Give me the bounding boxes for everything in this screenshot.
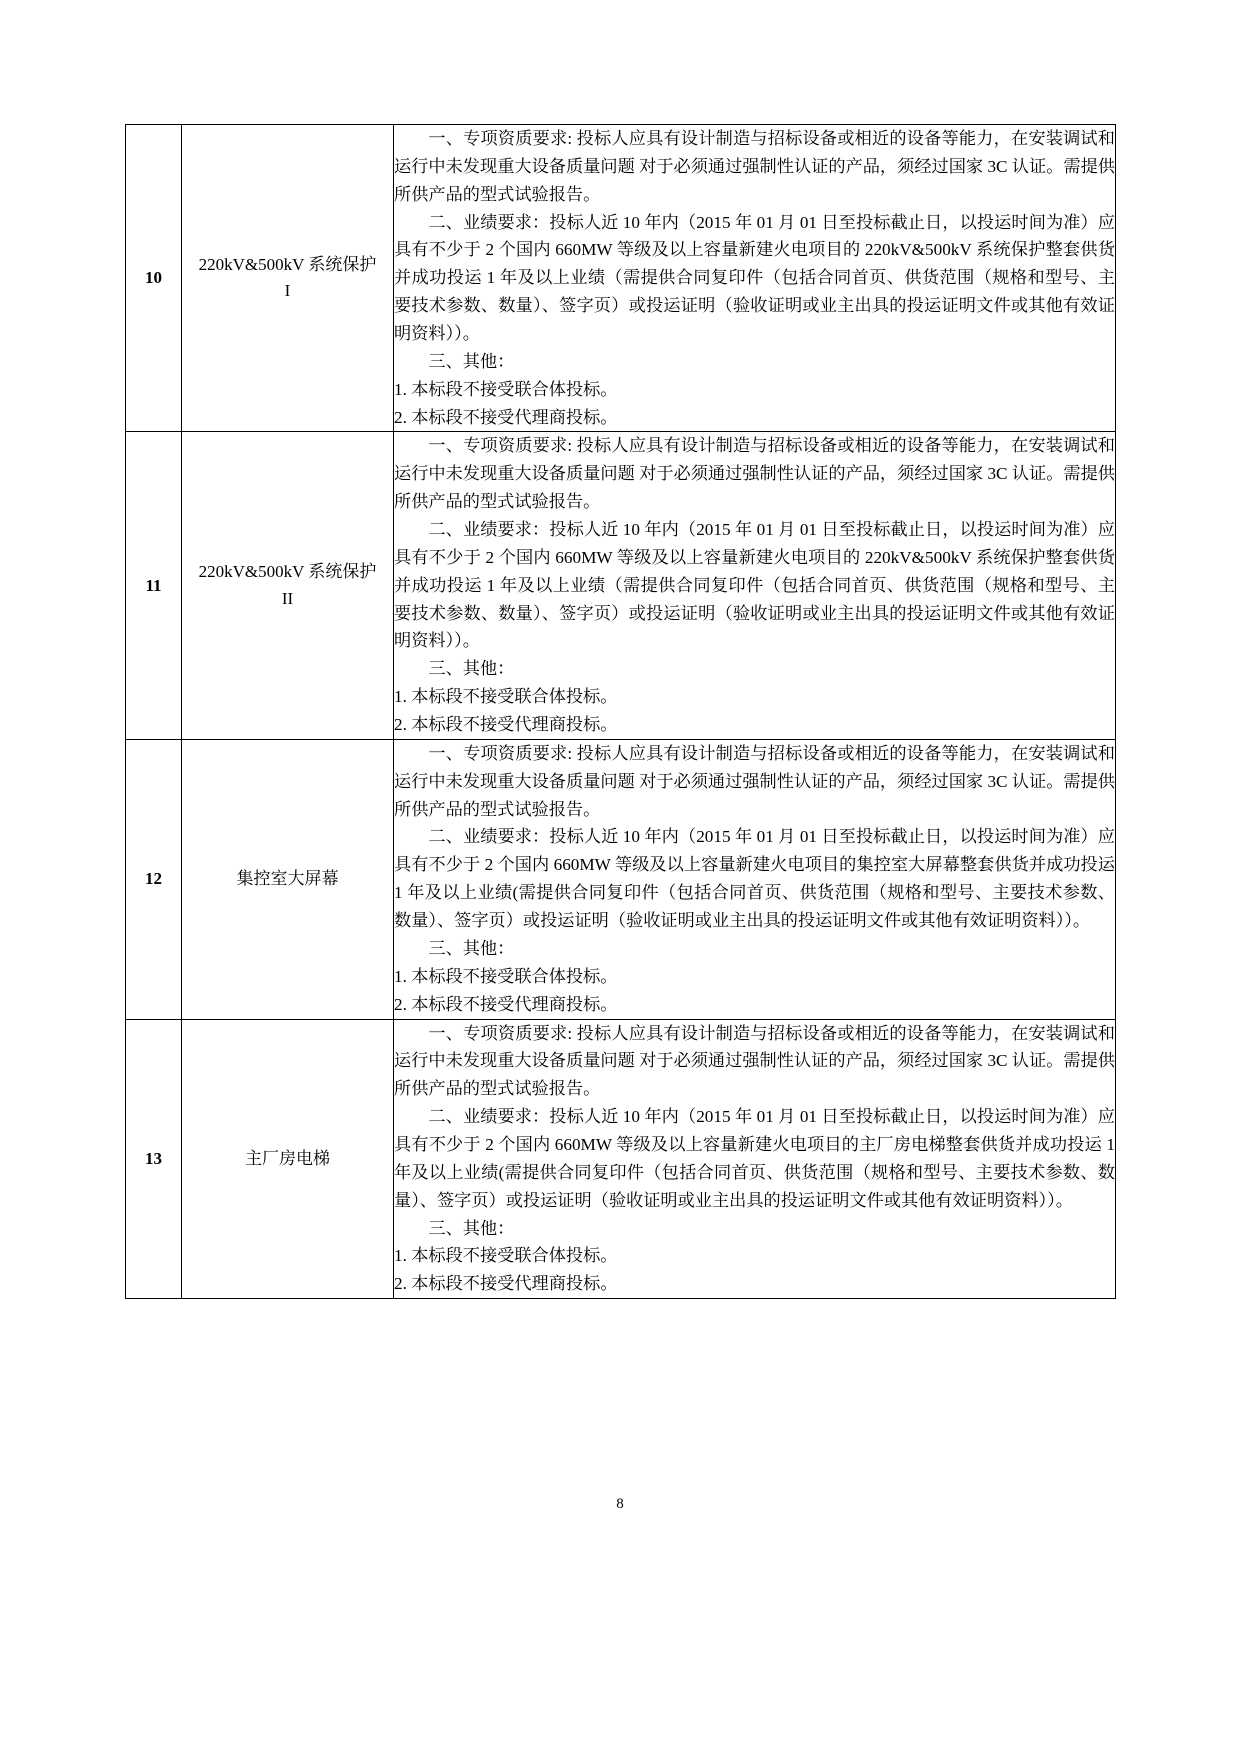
requirement-item-1: 1. 本标段不接受联合体投标。: [394, 379, 618, 399]
requirement-paragraph-other: 三、其他：: [428, 351, 515, 371]
row-number: 13: [126, 1019, 182, 1299]
package-name-line1: 220kV&500kV 系统保护: [198, 562, 377, 582]
requirement-item-1: 1. 本标段不接受联合体投标。: [394, 687, 618, 707]
requirement-paragraph-other: 三、其他：: [428, 1218, 515, 1238]
package-name-line2: I: [284, 281, 291, 301]
row-number: 11: [126, 432, 182, 739]
row-number: 10: [126, 125, 182, 432]
package-name-line1: 220kV&500kV 系统保护: [198, 254, 377, 274]
qualification-requirements-table: [125, 124, 1116, 1299]
requirement-item-1: 1. 本标段不接受联合体投标。: [394, 1246, 618, 1266]
requirement-item-2: 2. 本标段不接受代理商投标。: [394, 715, 618, 735]
requirement-item-2: 2. 本标段不接受代理商投标。: [394, 994, 618, 1014]
package-name-line2: II: [281, 588, 294, 608]
package-name-line1: 主厂房电梯: [245, 1148, 330, 1168]
requirement-paragraph-qualification: 一、专项资质要求: 投标人应具有设计制造与招标设备或相近的设备等能力，在安装调试和运行中未发现重大设备质量问题 对于必须通过强制性认证的产品，须经过国家 3C 认证。需提供所供产品的型式试验报告。: [394, 1023, 1115, 1099]
row-package-name: [182, 125, 394, 432]
table-row: [126, 739, 1116, 1019]
row-number: 12: [126, 739, 182, 1019]
row-requirements: [394, 1019, 1116, 1299]
requirement-paragraph-performance: 二、业绩要求：投标人近 10 年内（2015 年 01 月 01 日至投标截止日，以投运时间为准）应具有不少于 2 个国内 660MW 等级及以上容量新建火电项目的 220kV&500kV 系统保护整套供货并成功投运 1 年及以上业绩（需提供合同复印件（包括合同首页、供货范围（规格和型号、主要技术参数、数量）、签字页）或投运证明（验收证明或业主出具的投运证明文件或其他有效证明资料））。: [394, 212, 1115, 344]
requirement-paragraph-other: 三、其他：: [428, 659, 515, 679]
requirement-paragraph-performance: 二、业绩要求：投标人近 10 年内（2015 年 01 月 01 日至投标截止日，以投运时间为准）应具有不少于 2 个国内 660MW 等级及以上容量新建火电项目的 220kV&500kV 系统保护整套供货并成功投运 1 年及以上业绩（需提供合同复印件（包括合同首页、供货范围（规格和型号、主要技术参数、数量）、签字页）或投运证明（验收证明或业主出具的投运证明文件或其他有效证明资料））。: [394, 520, 1115, 651]
row-requirements: [394, 125, 1116, 432]
requirement-item-1: 1. 本标段不接受联合体投标。: [394, 966, 618, 986]
requirement-item-2: 2. 本标段不接受代理商投标。: [394, 1274, 618, 1294]
row-package-name: [182, 739, 394, 1019]
table-row: [126, 125, 1116, 432]
requirement-item-2: 2. 本标段不接受代理商投标。: [394, 407, 618, 427]
requirement-paragraph-qualification: 一、专项资质要求: 投标人应具有设计制造与招标设备或相近的设备等能力，在安装调试和运行中未发现重大设备质量问题 对于必须通过强制性认证的产品，须经过国家 3C 认证。需提供所供产品的型式试验报告。: [394, 129, 1115, 204]
row-package-name: [182, 1019, 394, 1299]
row-requirements: [394, 739, 1116, 1019]
table-row: [126, 432, 1116, 739]
row-package-name: [182, 432, 394, 739]
requirement-paragraph-other: 三、其他：: [428, 938, 515, 958]
requirement-paragraph-performance: 二、业绩要求：投标人近 10 年内（2015 年 01 月 01 日至投标截止日，以投运时间为准）应具有不少于 2 个国内 660MW 等级及以上容量新建火电项目的集控室大屏幕整套供货并成功投运 1 年及以上业绩(需提供合同复印件（包括合同首页、供货范围（规格和型号、主要技术参数、数量）、签字页）或投运证明（验收证明或业主出具的投运证明文件或其他有效证明资料））。: [394, 827, 1115, 931]
package-name-line1: 集控室大屏幕: [236, 869, 339, 889]
page-number: 8: [616, 1496, 624, 1512]
requirement-paragraph-performance: 二、业绩要求：投标人近 10 年内（2015 年 01 月 01 日至投标截止日，以投运时间为准）应具有不少于 2 个国内 660MW 等级及以上容量新建火电项目的主厂房电梯整套供货并成功投运 1 年及以上业绩(需提供合同复印件（包括合同首页、供货范围（规格和型号、主要技术参数、数量）、签字页）或投运证明（验收证明或业主出具的投运证明文件或其他有效证明资料））。: [394, 1107, 1115, 1210]
requirement-paragraph-qualification: 一、专项资质要求: 投标人应具有设计制造与招标设备或相近的设备等能力，在安装调试和运行中未发现重大设备质量问题 对于必须通过强制性认证的产品，须经过国家 3C 认证。需提供所供产品的型式试验报告。: [394, 436, 1115, 512]
table-row: [126, 1019, 1116, 1299]
row-requirements: [394, 432, 1116, 739]
requirement-paragraph-qualification: 一、专项资质要求: 投标人应具有设计制造与招标设备或相近的设备等能力，在安装调试和运行中未发现重大设备质量问题 对于必须通过强制性认证的产品，须经过国家 3C 认证。需提供所供产品的型式试验报告。: [394, 743, 1115, 819]
